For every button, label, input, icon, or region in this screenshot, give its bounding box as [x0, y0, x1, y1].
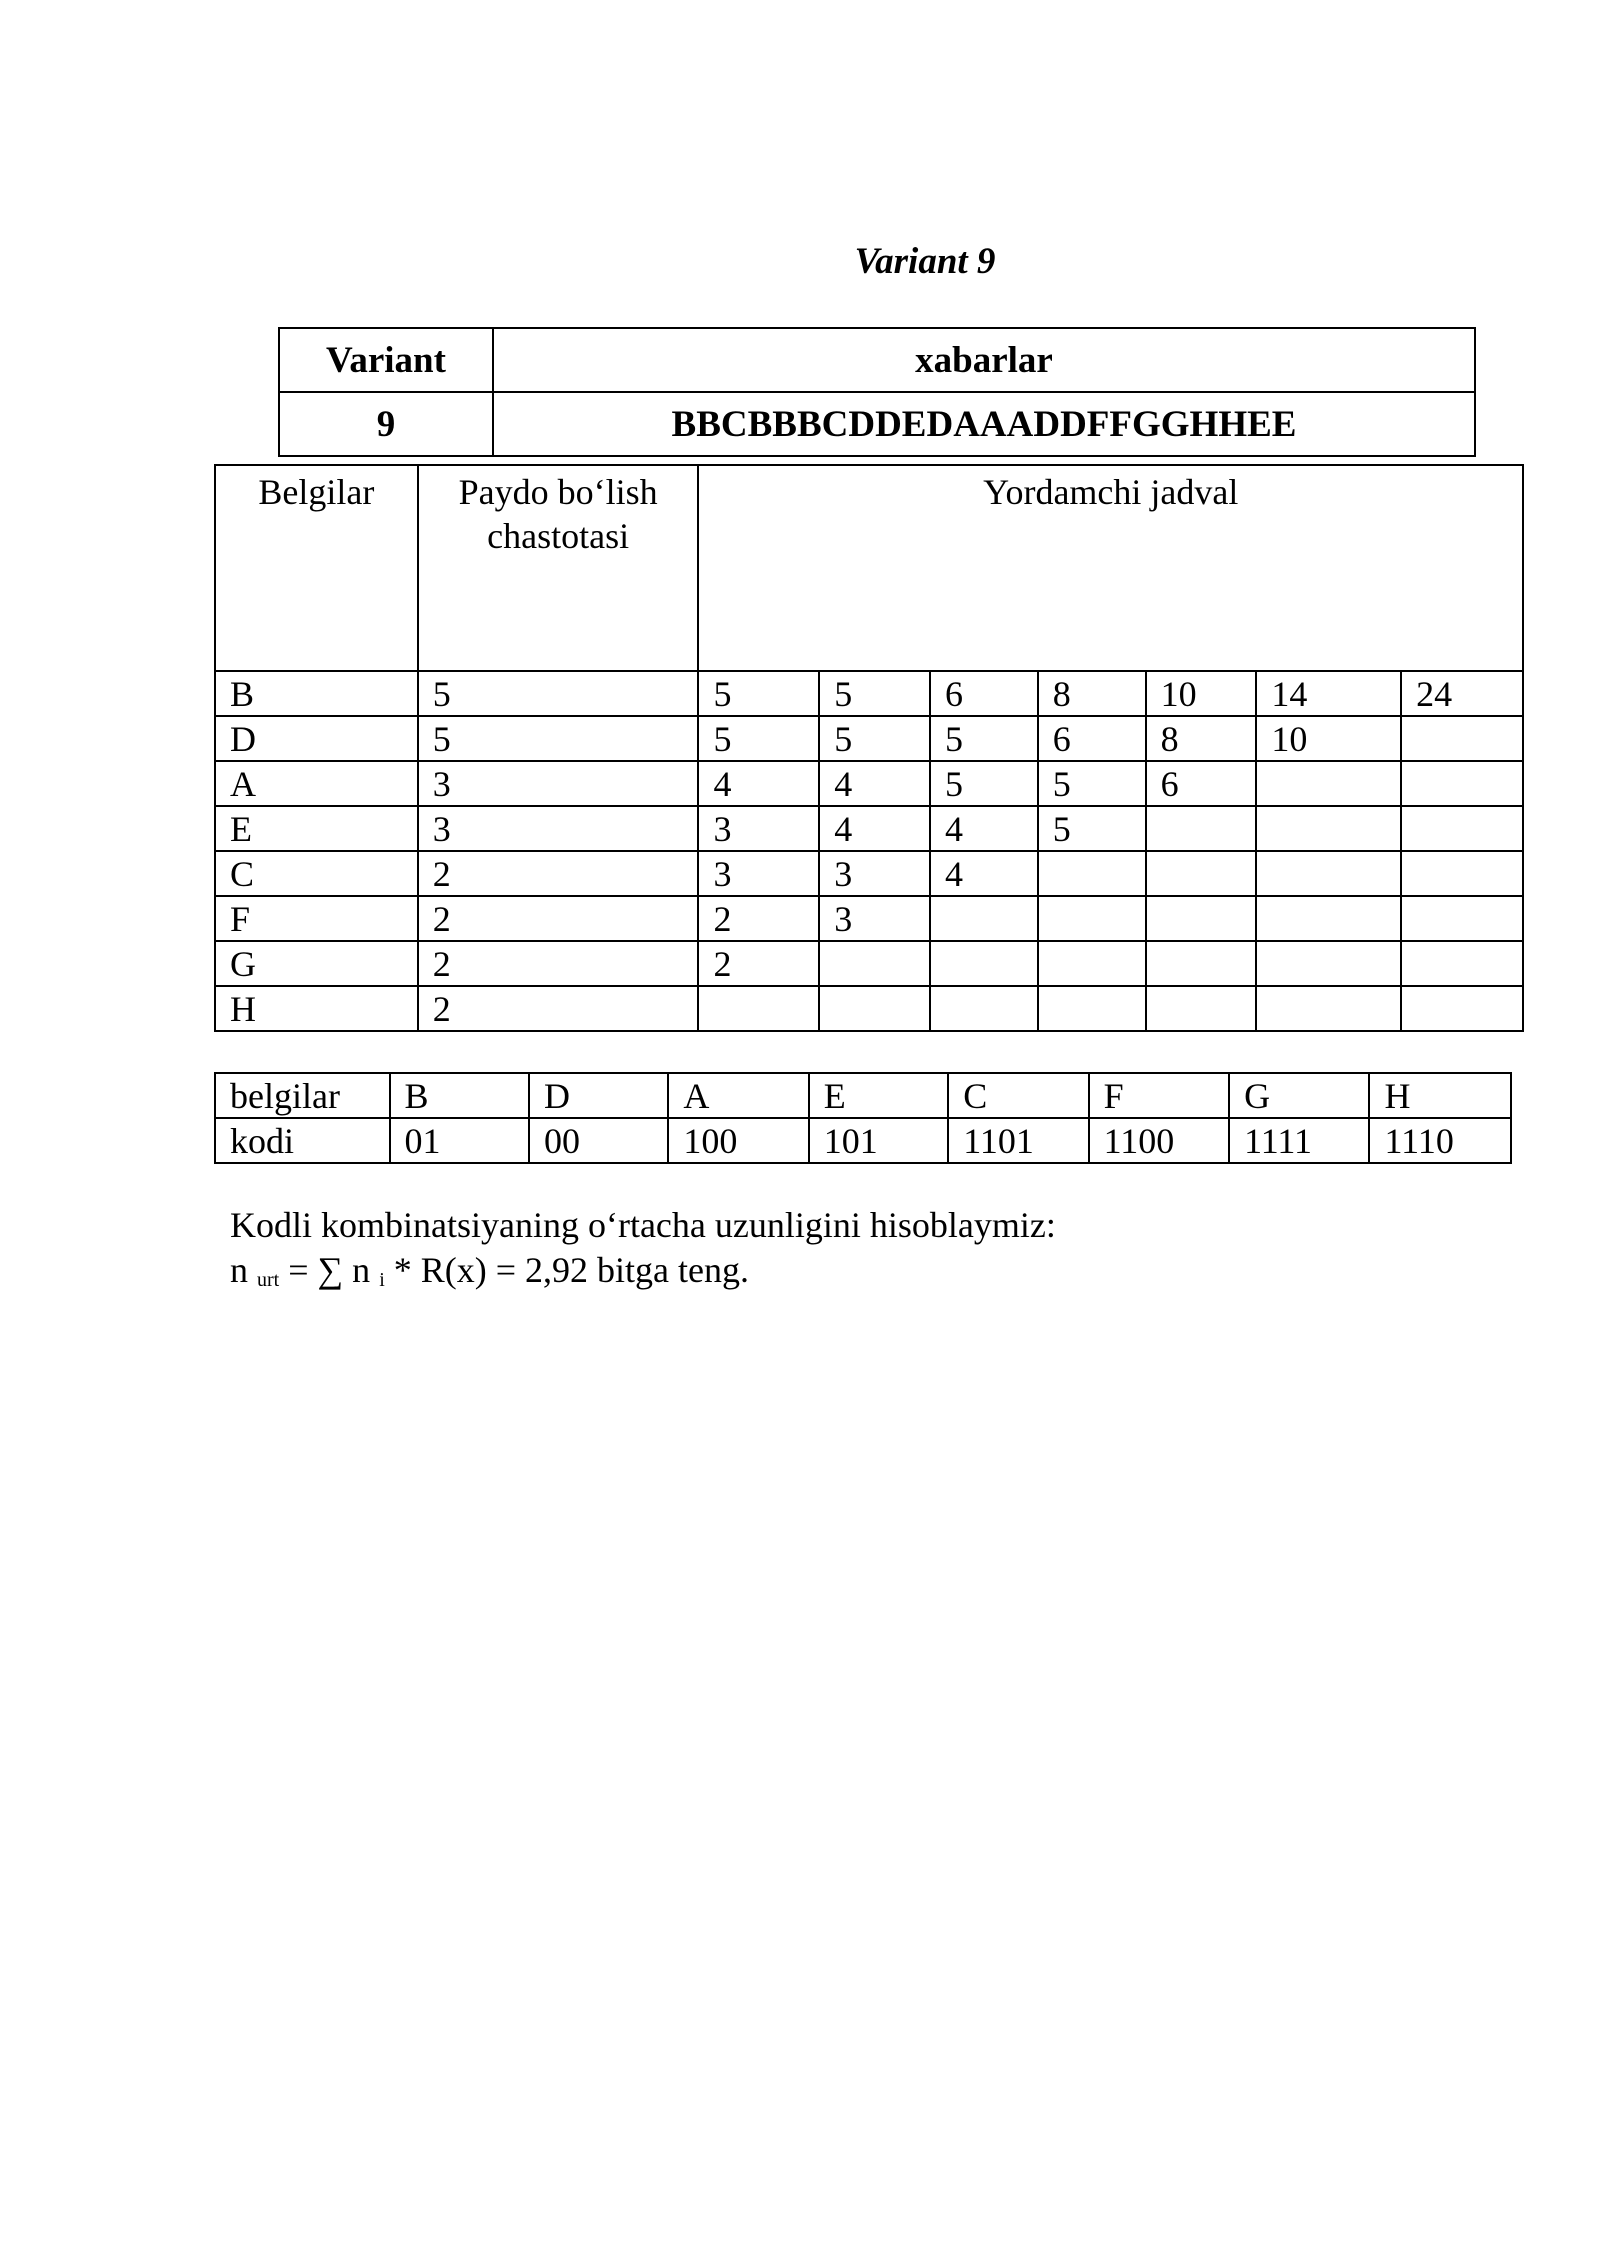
- table-cell: [1146, 941, 1257, 986]
- table-cell: 5: [930, 761, 1038, 806]
- table-cell: 2: [698, 941, 819, 986]
- table-cell: 5: [1038, 806, 1146, 851]
- table-cell: 2: [418, 851, 699, 896]
- table-cell: [1401, 986, 1523, 1031]
- table-cell: 1111: [1229, 1118, 1369, 1163]
- table-row: [215, 761, 1523, 806]
- table-cell: [1146, 986, 1257, 1031]
- table-cell: [1401, 851, 1523, 896]
- table-cell: 01: [390, 1118, 529, 1163]
- table-row: [215, 986, 1523, 1031]
- table-cell: [1256, 806, 1401, 851]
- table-cell: 1101: [948, 1118, 1088, 1163]
- table-cell: 4: [930, 851, 1038, 896]
- formula-subscript-urt: urt: [257, 1269, 280, 1291]
- header-line: chastotasi: [487, 516, 630, 556]
- table-cell: 3: [819, 896, 930, 941]
- table-cell: E: [215, 806, 418, 851]
- header-cell: Variant: [279, 328, 493, 392]
- table-cell: [1256, 986, 1401, 1031]
- table-cell: [1146, 896, 1257, 941]
- table-cell: 5: [1038, 761, 1146, 806]
- table-cell: 3: [418, 761, 699, 806]
- table-row: [215, 896, 1523, 941]
- table-cell: [1038, 941, 1146, 986]
- table-row: [279, 392, 1475, 456]
- table-cell: [1401, 896, 1523, 941]
- table-cell: [930, 896, 1038, 941]
- table-row: [215, 1118, 1511, 1163]
- table-header-row: [215, 465, 1523, 671]
- frequency-table: [214, 464, 1524, 1032]
- table-cell: 5: [418, 671, 699, 716]
- table-cell: [1256, 761, 1401, 806]
- header-line: Paydo bo‘lish: [458, 472, 658, 512]
- table-cell: C: [215, 851, 418, 896]
- table-cell: [1256, 896, 1401, 941]
- document-title: Variant 9: [854, 241, 996, 282]
- frequency-table-body: [215, 671, 1523, 1031]
- table-cell: 3: [819, 851, 930, 896]
- table-cell: [1038, 986, 1146, 1031]
- table-cell: [930, 986, 1038, 1031]
- table-cell: F: [215, 896, 418, 941]
- table-cell: 14: [1256, 671, 1401, 716]
- table-cell: [698, 986, 819, 1031]
- table-cell: belgilar: [215, 1073, 390, 1118]
- table-cell: [1146, 806, 1257, 851]
- table-cell: [1038, 896, 1146, 941]
- table-cell: H: [1369, 1073, 1511, 1118]
- table-row: [215, 851, 1523, 896]
- table-cell: A: [215, 761, 418, 806]
- table-cell: 2: [698, 896, 819, 941]
- table-cell: G: [215, 941, 418, 986]
- table-cell: 2: [418, 941, 699, 986]
- table-cell: B: [215, 671, 418, 716]
- formula-sum: = ∑ n: [279, 1250, 371, 1290]
- table-cell: 9: [279, 392, 493, 456]
- table-cell: 3: [698, 806, 819, 851]
- table-row: [215, 716, 1523, 761]
- table-cell: 3: [418, 806, 699, 851]
- table-cell: 5: [819, 671, 930, 716]
- table-cell: [1401, 806, 1523, 851]
- table-cell: H: [215, 986, 418, 1031]
- table-cell: B: [390, 1073, 529, 1118]
- header-cell: xabarlar: [493, 328, 1475, 392]
- table-cell: 24: [1401, 671, 1523, 716]
- table-cell: 4: [930, 806, 1038, 851]
- table-cell: 5: [930, 716, 1038, 761]
- variant-table: [278, 327, 1476, 457]
- formula-result: * R(x) = 2,92 bitga teng.: [384, 1250, 750, 1290]
- table-cell: 5: [698, 671, 819, 716]
- table-header-row: [279, 328, 1475, 392]
- table-cell: E: [809, 1073, 948, 1118]
- paragraph-text: Kodli kombinatsiyaning o‘rtacha uzunligini hisoblaymiz:: [230, 1205, 1056, 1245]
- table-cell: 6: [1146, 761, 1257, 806]
- table-cell: 6: [1038, 716, 1146, 761]
- table-cell: 10: [1146, 671, 1257, 716]
- table-cell: 8: [1038, 671, 1146, 716]
- code-table-body: [215, 1073, 1511, 1163]
- formula-n: n: [230, 1250, 248, 1290]
- table-cell: 100: [668, 1118, 808, 1163]
- table-cell: [930, 941, 1038, 986]
- table-cell: kodi: [215, 1118, 390, 1163]
- table-row: [215, 1073, 1511, 1118]
- table-cell: [819, 941, 930, 986]
- table-cell: [1401, 761, 1523, 806]
- table-cell: [1146, 851, 1257, 896]
- table-cell: F: [1089, 1073, 1229, 1118]
- table-row: [215, 671, 1523, 716]
- table-cell: 5: [418, 716, 699, 761]
- formula-subscript-i: i: [379, 1269, 385, 1291]
- table-cell: D: [215, 716, 418, 761]
- table-cell: D: [529, 1073, 668, 1118]
- table-cell: 6: [930, 671, 1038, 716]
- table-cell: 5: [698, 716, 819, 761]
- formula-line: [230, 1249, 749, 1292]
- table-row: [215, 806, 1523, 851]
- table-cell: 8: [1146, 716, 1257, 761]
- table-cell: 3: [698, 851, 819, 896]
- table-cell: [1038, 851, 1146, 896]
- header-cell: Yordamchi jadval: [698, 465, 1523, 671]
- table-cell: 2: [418, 896, 699, 941]
- table-cell: [819, 986, 930, 1031]
- table-cell: 4: [698, 761, 819, 806]
- table-cell: C: [948, 1073, 1088, 1118]
- header-cell: [418, 465, 699, 671]
- table-cell: [1256, 941, 1401, 986]
- table-cell: G: [1229, 1073, 1369, 1118]
- table-cell: [1401, 716, 1523, 761]
- table-cell: 5: [819, 716, 930, 761]
- table-cell: [1256, 851, 1401, 896]
- table-cell: [1401, 941, 1523, 986]
- table-cell: 1100: [1089, 1118, 1229, 1163]
- table-cell: 4: [819, 761, 930, 806]
- table-cell: 10: [1256, 716, 1401, 761]
- table-cell: 00: [529, 1118, 668, 1163]
- header-cell: Belgilar: [215, 465, 418, 671]
- table-cell: 101: [809, 1118, 948, 1163]
- table-cell: 4: [819, 806, 930, 851]
- table-cell: A: [668, 1073, 808, 1118]
- table-cell: BBCBBBCDDEDAAADDFFGGHHEE: [493, 392, 1475, 456]
- table-cell: 2: [418, 986, 699, 1031]
- table-row: [215, 941, 1523, 986]
- code-table: [214, 1072, 1512, 1164]
- table-cell: 1110: [1369, 1118, 1511, 1163]
